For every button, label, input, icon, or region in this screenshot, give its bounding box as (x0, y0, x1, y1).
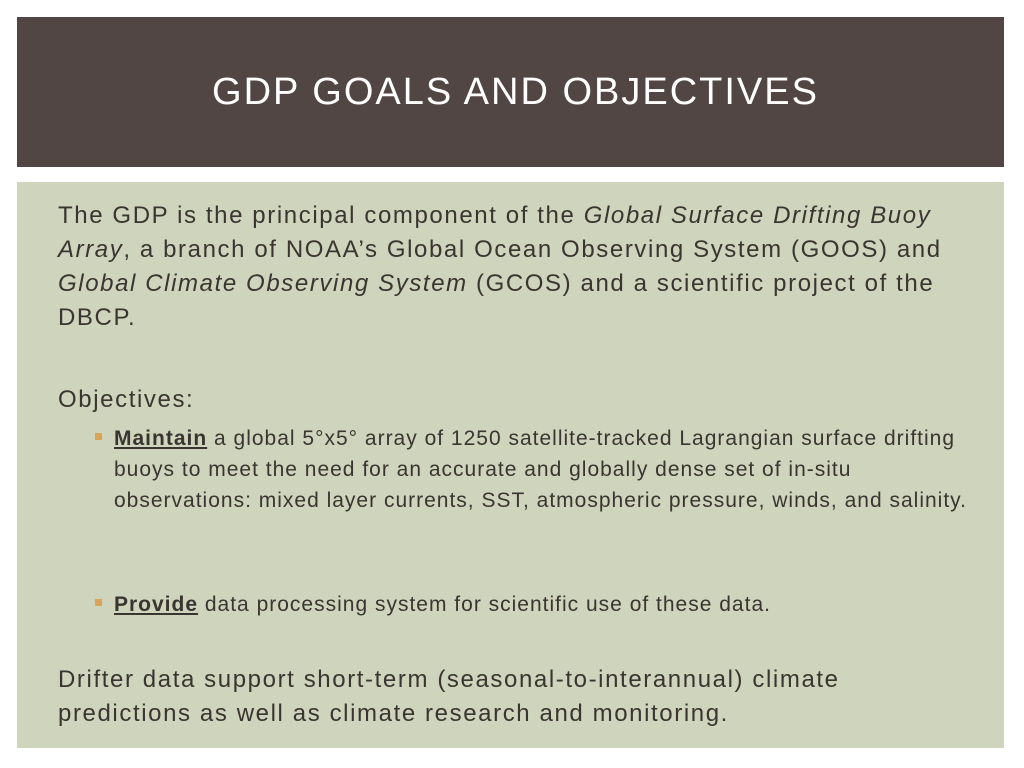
objective-bullet-maintain (95, 423, 974, 516)
objective-bullet-provide (95, 589, 974, 620)
closing-paragraph: Drifter data support short-term (seasonal-to-interannual) climate predictions as well as climate research and monitoring. (58, 666, 840, 727)
bullet-text-provide: data processing system for scientific use of these data. (198, 593, 771, 616)
objectives-heading: Objectives: (58, 386, 195, 413)
intro-text-3: (GCOS) and a scientific project of the DBCP. (58, 270, 935, 331)
intro-text-1: The GDP is the principal component of the (58, 202, 584, 229)
intro-italic-gsdba: Global Surface Drifting Buoy Array (58, 202, 932, 263)
intro-italic-gcos: Global Climate Observing System (58, 270, 468, 297)
bullet-keyword-provide: Provide (114, 593, 199, 616)
slide-title: GDP GOALS AND OBJECTIVES (212, 70, 819, 113)
title-bar (17, 17, 1004, 167)
intro-paragraph (58, 199, 978, 335)
bullet-square-icon (95, 599, 102, 606)
bullet-keyword-maintain: Maintain (114, 427, 208, 450)
content-panel (17, 182, 1004, 748)
bullet-square-icon (95, 433, 102, 440)
bullet-text-maintain: a global 5°x5° array of 1250 satellite-tracked Lagrangian surface drifting buoys to meet the need for an accurate and globally dense set of in-situ observations: mixed layer currents, SST, atmospheric pressure, winds, and salinity. (114, 427, 967, 512)
intro-text-2: , a branch of NOAA’s Global Ocean Observing System (GOOS) and (123, 236, 942, 263)
